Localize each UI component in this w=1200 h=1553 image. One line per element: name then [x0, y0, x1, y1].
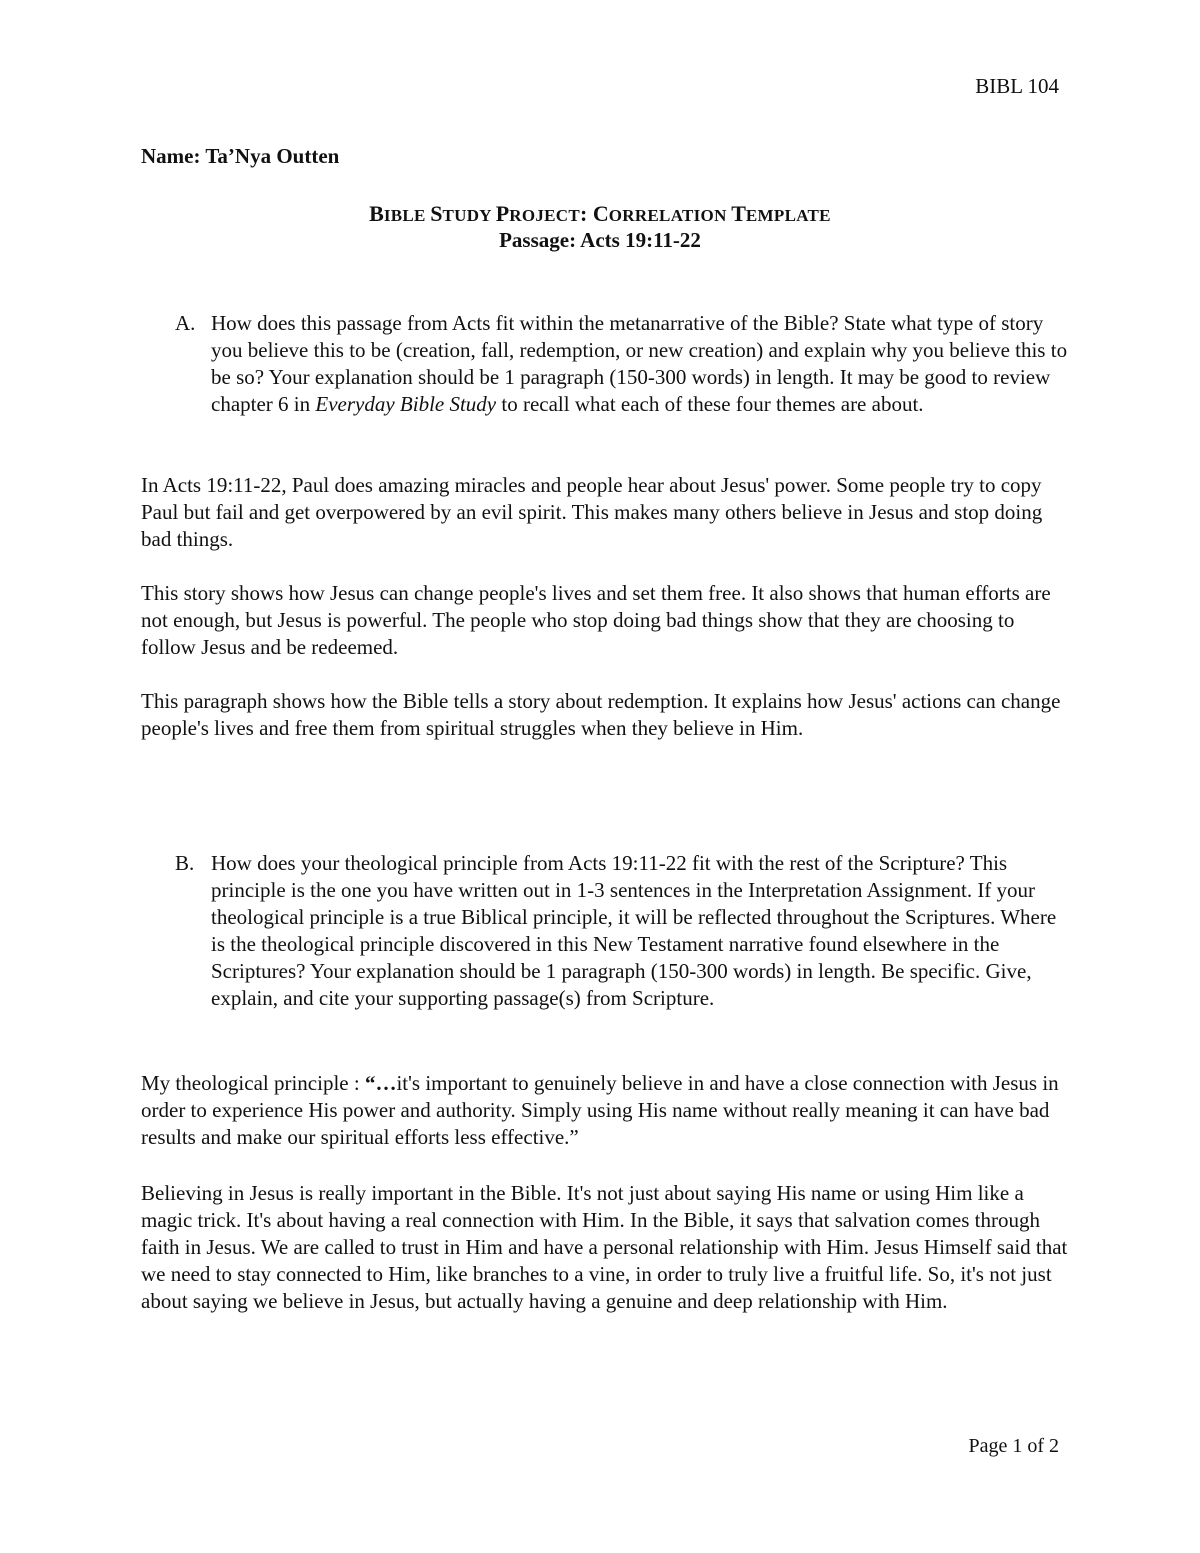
question-a-text-start: How does this passage from Acts fit within the metanarrative of the Bible? State what type of story you believe this to be (creation, fall, redemption, or new creation) and explain why you believe this to be so? Your explanation should be 1 paragraph (150-300 words) in length. It may be good to review chapter 6 in	[211, 311, 1068, 416]
principle-text: it's important to genuinely believe in and have a close connection with Jesus in order to experience His power and authority. Simply using His name without really meaning it can have bad results and make our spiritual efforts less effective.”	[141, 1071, 1059, 1149]
title-smallcaps-2: ROJECT	[509, 206, 581, 225]
title-cap-2: P	[495, 201, 510, 226]
question-a-text	[211, 310, 1071, 418]
principle-quote-open: “…	[364, 1071, 397, 1095]
document-title	[0, 200, 1200, 229]
title-cap-1: S	[430, 201, 443, 226]
title-cap-3: : C	[580, 201, 609, 226]
theological-principle	[141, 1070, 1071, 1151]
book-title-italic: Everyday Bible Study	[315, 392, 497, 416]
answer-a-paragraph-2: This story shows how Jesus can change people's lives and set them free. It also shows that human efforts are not enough, but Jesus is powerful. The people who stop doing bad things show that they are choosing to follow Jesus and be redeemed.	[141, 581, 1051, 659]
title-cap-0: B	[369, 201, 384, 226]
principle-label: My theological principle :	[141, 1071, 365, 1095]
course-code: BIBL 104	[975, 74, 1059, 98]
question-a-text-end: to recall what each of these four themes are about.	[496, 392, 924, 416]
student-name: Name: Ta’Nya Outten	[141, 144, 340, 168]
title-smallcaps-1: TUDY	[442, 206, 496, 225]
question-a-letter: A.	[175, 311, 196, 335]
page-number: Page 1 of 2	[968, 1435, 1059, 1457]
answer-b-paragraph: Believing in Jesus is really important in the Bible. It's not just about saying His name or using Him like a magic trick. It's about having a real connection with Him. In the Bible, it says that salvation comes through faith in Jesus. We are called to trust in Him and have a personal relationship with Him. Jesus Himself said that we need to stay connected to Him, like branches to a vine, in order to truly live a fruitful life. So, it's not just about saying we believe in Jesus, but actually having a genuine and deep relationship with Him.	[141, 1181, 1068, 1313]
title-smallcaps-3: ORRELATION	[608, 206, 732, 225]
title-cap-4: T	[731, 201, 746, 226]
question-b-letter: B.	[175, 851, 195, 875]
question-b-text: How does your theological principle from Acts 19:11-22 fit with the rest of the Scripture? This principle is the one you have written out in 1-3 sentences in the Interpretation Assignment. If your theological principle is a true Biblical principle, it will be reflected throughout the Scriptures. Where is the theological principle discovered in this New Testament narrative found elsewhere in the Scriptures? Your explanation should be 1 paragraph (150-300 words) in length. Be specific. Give, explain, and cite your supporting passage(s) from Scripture.	[211, 851, 1057, 1010]
passage-reference: Passage: Acts 19:11-22	[499, 228, 701, 252]
answer-a-paragraph-3: This paragraph shows how the Bible tells a story about redemption. It explains how Jesus' actions can change people's lives and free them from spiritual struggles when they believe in Him.	[141, 689, 1061, 740]
title-smallcaps-0: IBLE	[383, 206, 431, 225]
answer-a-paragraph-1: In Acts 19:11-22, Paul does amazing miracles and people hear about Jesus' power. Some people try to copy Paul but fail and get overpowered by an evil spirit. This makes many others believe in Jesus and stop doing bad things.	[141, 473, 1043, 551]
title-smallcaps-4: EMPLATE	[745, 206, 831, 225]
